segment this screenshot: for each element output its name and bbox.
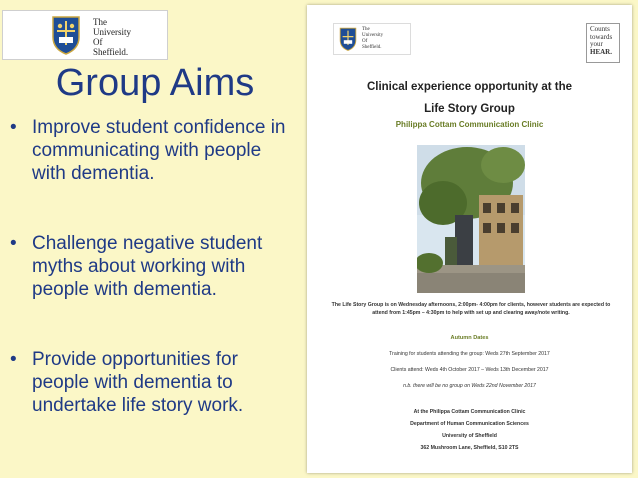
logo-line: Sheffield.	[93, 47, 129, 57]
hear-badge	[586, 23, 620, 63]
poster-description: The Life Story Group is on Wednesday afternoons, 2:00pm- 4:00pm for clients, however students are expected to attend from 1:45pm – 4:30pm to help with set up and clearing away/note writing.	[331, 302, 611, 316]
poster-title: Clinical experience opportunity at the	[366, 81, 573, 93]
poster-address-line: 362 Mushroom Lane, Sheffield, S10 2TS	[420, 445, 519, 451]
shield-crest-icon	[339, 27, 357, 51]
poster-logo-wordmark	[362, 27, 383, 51]
aim-text: Challenge negative student myths about working with people with dementia.	[32, 233, 263, 300]
logo-line: The	[93, 17, 107, 27]
hear-line: Counts	[590, 25, 610, 33]
shield-crest-icon	[51, 15, 81, 55]
hear-line: your	[590, 40, 603, 48]
poster-logo-line: The	[362, 27, 370, 32]
aim-text: Provide opportunities for people with dementia to undertake life story work.	[32, 349, 244, 416]
logo-line: Of	[93, 37, 103, 47]
poster-subtitle: Philippa Cottam Communication Clinic	[395, 120, 544, 129]
hear-line: towards	[590, 32, 613, 41]
bullet-icon: •	[10, 117, 17, 138]
slide-title: Group Aims	[55, 62, 255, 104]
bullet-icon: •	[10, 349, 17, 370]
building-photo	[417, 145, 525, 293]
aim-item	[8, 348, 300, 417]
bullet-icon: •	[10, 233, 17, 254]
aim-item	[8, 232, 300, 301]
poster-logo-line: University	[362, 33, 384, 38]
poster-logo-line: Sheffield.	[362, 45, 382, 50]
university-logo	[2, 10, 168, 60]
poster-note: n.b. there will be no group on Weds 22nd November 2017	[403, 383, 536, 389]
poster-clients-dates: Clients attend: Weds 4th October 2017 – Weds 13th December 2017	[390, 367, 549, 373]
poster-dates-heading: Autumn Dates	[450, 335, 489, 341]
poster-image	[307, 5, 632, 473]
aim-item	[8, 116, 300, 185]
poster-university-logo	[333, 23, 411, 55]
hear-line: HEAR.	[590, 47, 612, 56]
poster-address-line: At the Philippa Cottam Communication Clinic	[413, 409, 526, 415]
logo-line: University	[93, 27, 131, 37]
poster-address-line: University of Sheffield	[442, 433, 497, 439]
poster-title-group: Life Story Group	[424, 103, 515, 115]
poster-address-line: Department of Human Communication Sciences	[410, 421, 529, 427]
aim-text: Improve student confidence in communicating with people with dementia.	[32, 117, 286, 184]
logo-wordmark	[93, 17, 131, 57]
poster-training-date: Training for students attending the group: Weds 27th September 2017	[389, 351, 550, 357]
poster-logo-line: Of	[362, 39, 368, 44]
